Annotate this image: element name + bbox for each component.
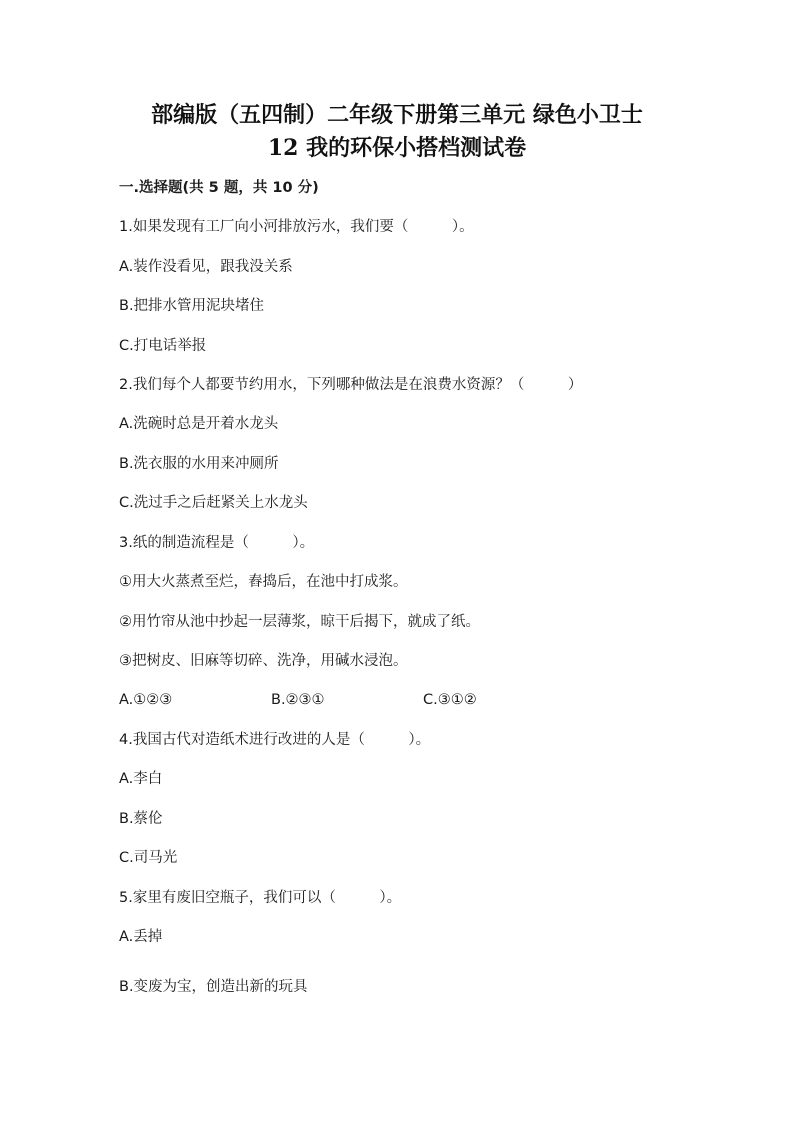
question-5-option-a: A.丢掉 bbox=[119, 929, 163, 945]
question-2-stem: 2.我们每个人都要节约用水，下列哪种做法是在浪费水资源？（ ） bbox=[119, 377, 583, 393]
question-3-option-b: B.②③① bbox=[271, 692, 325, 708]
question-1-option-a: A.装作没看见，跟我没关系 bbox=[119, 259, 293, 275]
question-3-options bbox=[119, 691, 477, 709]
question-4-option-a: A.李白 bbox=[119, 771, 163, 787]
question-3-option-c: C.③①② bbox=[423, 692, 477, 708]
section-heading: 一.选择题(共 5 题，共 10 分) bbox=[119, 180, 319, 196]
question-5-stem: 5.家里有废旧空瓶子，我们可以（ ）。 bbox=[119, 890, 402, 906]
question-5-option-b: B.变废为宝，创造出新的玩具 bbox=[119, 979, 308, 995]
question-4-option-b: B.蔡伦 bbox=[119, 811, 163, 827]
question-2-option-b: B.洗衣服的水用来冲厕所 bbox=[119, 456, 279, 472]
question-3-option-a: A.①②③ bbox=[119, 692, 173, 708]
title-line-1: 部编版（五四制）二年级下册第三单元 绿色小卫士 bbox=[151, 102, 643, 128]
question-1-option-b: B.把排水管用泥块堵住 bbox=[119, 298, 265, 314]
question-2-option-a: A.洗碗时总是开着水龙头 bbox=[119, 416, 279, 432]
question-3-step-2: ②用竹帘从池中抄起一层薄浆，晾干后揭下，就成了纸。 bbox=[119, 614, 480, 630]
question-1-option-c: C.打电话举报 bbox=[119, 338, 207, 354]
question-3-step-3: ③把树皮、旧麻等切碎、洗净，用碱水浸泡。 bbox=[119, 653, 408, 669]
question-1-stem: 1.如果发现有工厂向小河排放污水，我们要（ ）。 bbox=[119, 219, 474, 235]
question-4-stem: 4.我国古代对造纸术进行改进的人是（ ）。 bbox=[119, 732, 431, 748]
question-4-option-c: C.司马光 bbox=[119, 850, 178, 866]
question-3-stem: 3.纸的制造流程是（ ）。 bbox=[119, 535, 315, 551]
title-line-2: 12 我的环保小搭档测试卷 bbox=[267, 135, 527, 161]
question-3-step-1: ①用大火蒸煮至烂，舂捣后，在池中打成浆。 bbox=[119, 574, 408, 590]
question-2-option-c: C.洗过手之后赶紧关上水龙头 bbox=[119, 495, 308, 511]
